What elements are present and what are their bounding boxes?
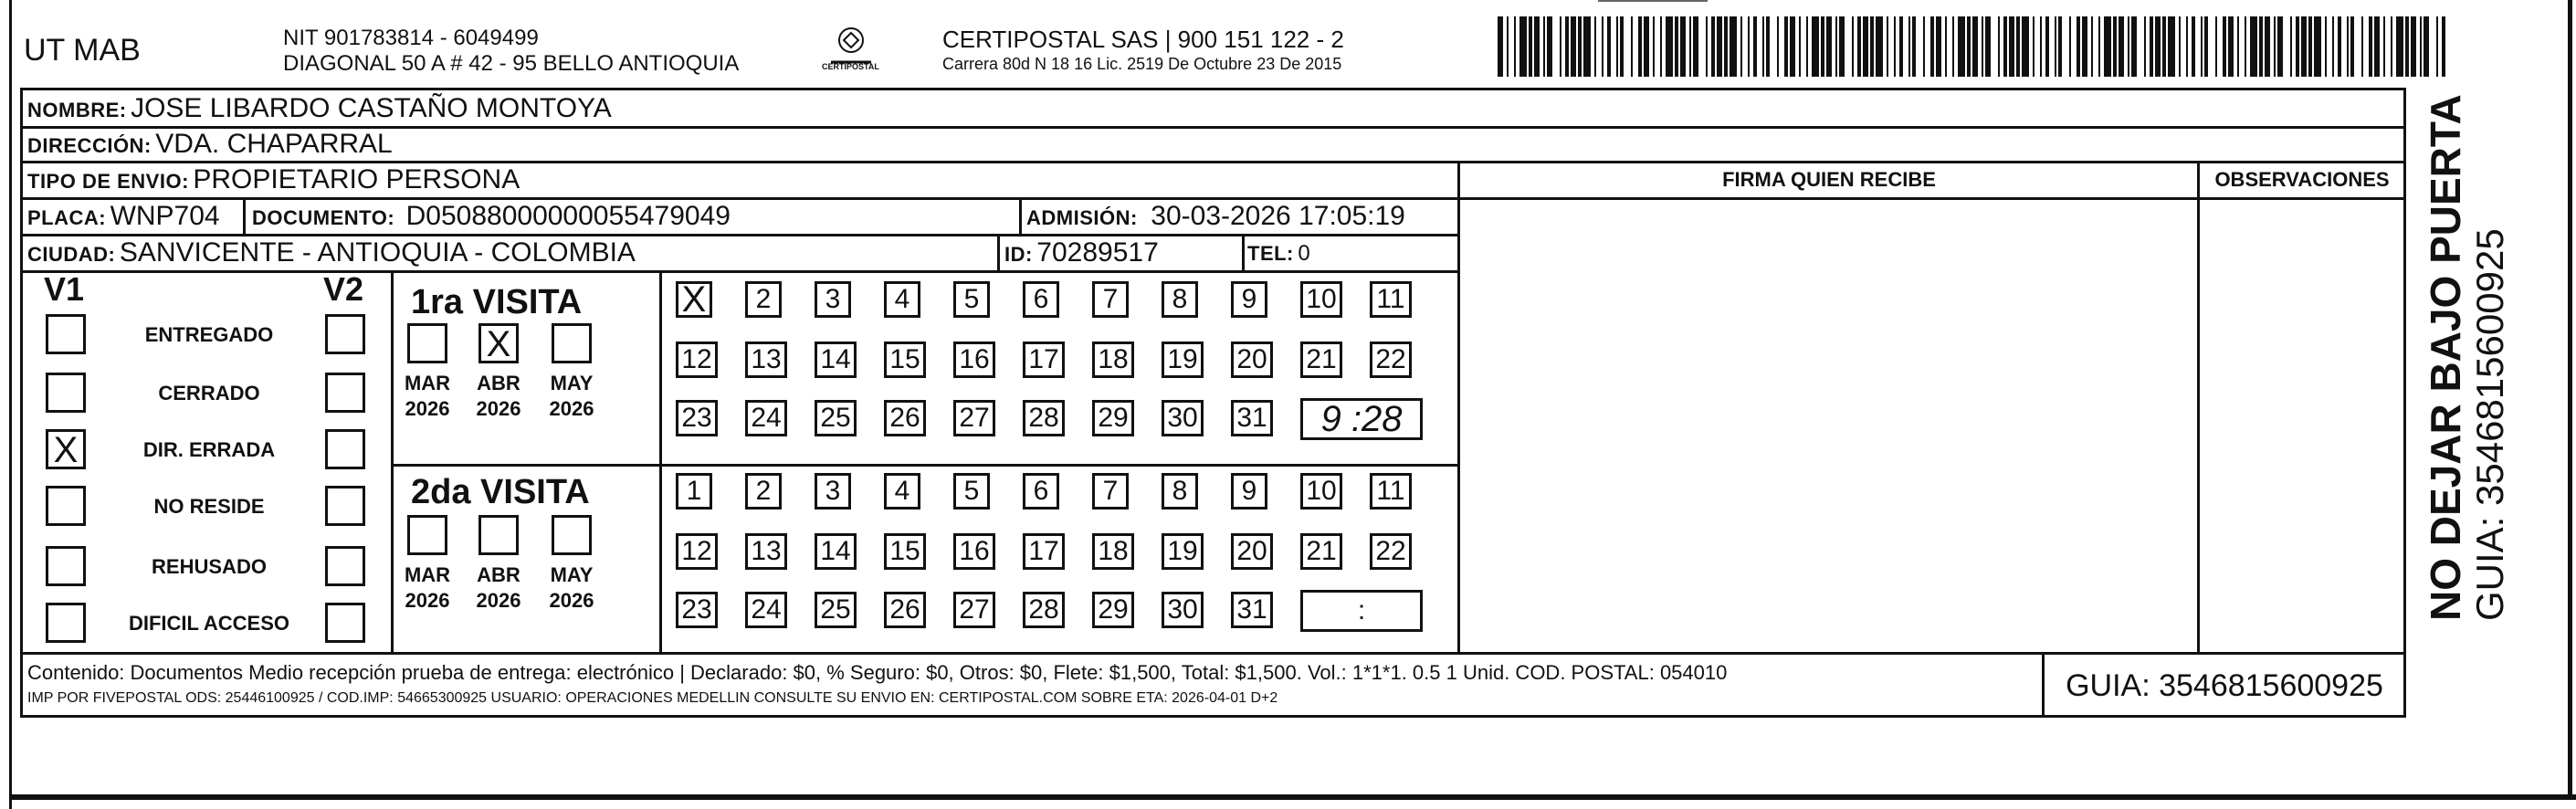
status-right-line <box>391 270 394 652</box>
visit2-day-box[interactable]: 20 <box>1231 533 1273 570</box>
visit1-day-box[interactable]: 16 <box>953 341 995 378</box>
footer-bottom-line <box>20 715 2406 718</box>
barcode-space <box>2354 16 2361 77</box>
admision-value: 30-03-2026 17:05:19 <box>1151 201 1405 231</box>
visit2-month-year: 2026 <box>476 589 521 612</box>
observaciones-left-line <box>2197 161 2200 654</box>
visit1-month-label: MAY <box>550 372 594 394</box>
visit2-day-box[interactable]: 14 <box>815 533 857 570</box>
visit2-month-label: MAR <box>404 563 451 586</box>
visit2-day-box[interactable]: 24 <box>745 592 787 628</box>
direccion-label: DIRECCIÓN: <box>27 134 152 157</box>
nombre-row <box>27 93 612 124</box>
barcode-space <box>2429 16 2436 77</box>
visit2-day-box[interactable]: 2 <box>745 473 782 510</box>
barcode-space <box>1916 16 1923 77</box>
barcode-space <box>1845 16 1852 77</box>
tipo-value: PROPIETARIO PERSONA <box>193 164 520 194</box>
nombre-value: JOSE LIBARDO CASTAÑO MONTOYA <box>131 93 612 123</box>
nit: NIT 901783814 - 6049499 <box>283 26 539 50</box>
visit1-month-year: 2026 <box>405 397 450 420</box>
visit2-month-label: MAY <box>550 563 594 586</box>
visit2-day-box[interactable]: 29 <box>1092 592 1134 628</box>
visit1-title: 1ra VISITA <box>411 283 583 321</box>
admision-row <box>1026 201 1405 232</box>
visit1-day-box[interactable]: 18 <box>1092 341 1134 378</box>
placa-divider <box>243 197 246 234</box>
sender-address: DIAGONAL 50 A # 42 - 95 BELLO ANTIOQUIA <box>283 51 740 76</box>
visit1-day-box[interactable]: 3 <box>815 281 851 318</box>
side-warning: NO DEJAR BAJO PUERTA <box>2422 94 2469 621</box>
visit1-day-box[interactable]: 10 <box>1300 281 1342 318</box>
barcode-space <box>1698 16 1706 77</box>
ciudad-value: SANVICENTE - ANTIOQUIA - COLOMBIA <box>119 237 636 268</box>
barcode-bar <box>2104 16 2111 77</box>
visit1-day-box[interactable]: 8 <box>1162 281 1198 318</box>
visit2-month-label: ABR <box>477 563 520 586</box>
visit1-day-box[interactable]: 13 <box>745 341 787 378</box>
status-label: ENTREGADO <box>144 323 274 346</box>
carrier-name: CERTIPOSTAL SAS | 900 151 122 - 2 <box>942 26 1344 53</box>
visit1-day-box[interactable]: 20 <box>1231 341 1273 378</box>
visit1-day-box[interactable]: 31 <box>1231 400 1273 436</box>
barcode-bar <box>1958 16 1965 77</box>
barcode-bar <box>1519 16 1527 77</box>
carrier-license: Carrera 80d N 18 16 Lic. 2519 De Octubre 23 De 2015 <box>942 55 1342 73</box>
visit2-day-box[interactable]: 22 <box>1370 533 1412 570</box>
visit2-day-box[interactable]: 12 <box>676 533 718 570</box>
visit1-month-label: MAR <box>404 372 451 394</box>
visit2-day-box[interactable]: 19 <box>1162 533 1204 570</box>
firma-left-line <box>1457 161 1460 654</box>
visit1-day-box[interactable]: 4 <box>884 281 920 318</box>
v2-checkbox[interactable] <box>325 314 365 354</box>
visit1-day-box[interactable]: 26 <box>884 400 926 436</box>
visit2-title: 2da VISITA <box>411 473 590 511</box>
v2-checkbox[interactable] <box>325 603 365 643</box>
visit2-day-box[interactable]: 9 <box>1231 473 1267 510</box>
ciudad-row <box>27 237 636 268</box>
v1-checkbox[interactable] <box>46 314 86 354</box>
tel-value: 0 <box>1298 241 1310 266</box>
barcode-space <box>1770 16 1777 77</box>
row-line-3 <box>20 197 1459 200</box>
visit2-month <box>471 562 526 614</box>
documento-row <box>252 201 731 232</box>
admision-divider <box>1019 197 1022 234</box>
ciudad-label: CIUDAD: <box>27 243 116 266</box>
side-text <box>2422 94 2511 621</box>
barcode-bar <box>2168 16 2175 77</box>
logo-text: CERTIPOSTAL <box>822 62 879 71</box>
v2-checkbox[interactable] <box>325 373 365 413</box>
id-row <box>1004 237 1159 268</box>
barcode-bar <box>1583 16 1591 77</box>
v1-checkbox[interactable] <box>46 546 86 586</box>
visit2-day-box[interactable]: 7 <box>1092 473 1129 510</box>
v2-checkbox[interactable] <box>325 546 365 586</box>
visit2-day-box[interactable]: 25 <box>815 592 857 628</box>
observaciones-header: OBSERVACIONES <box>2214 168 2390 191</box>
placa-row <box>27 201 220 232</box>
visit1-time-box[interactable]: 9 :28 <box>1300 398 1423 440</box>
footer-left-line <box>20 652 23 718</box>
barcode-bar <box>2396 16 2403 77</box>
visit2-month <box>544 562 599 614</box>
visit2-day-box[interactable]: 17 <box>1023 533 1065 570</box>
v2-label: V2 <box>323 270 364 308</box>
barcode-bar <box>2314 16 2321 77</box>
visit2-day-box[interactable]: 27 <box>953 592 995 628</box>
visit1-day-box[interactable]: 23 <box>676 400 718 436</box>
visit2-day-box[interactable]: 4 <box>884 473 920 510</box>
visit1-day-box[interactable]: 19 <box>1162 341 1204 378</box>
status-label: REHUSADO <box>152 555 267 578</box>
barcode <box>1498 16 2456 77</box>
barcode-space <box>1991 16 1998 77</box>
id-value: 70289517 <box>1036 237 1159 268</box>
table-top-line <box>20 88 2405 90</box>
barcode-space <box>2208 16 2215 77</box>
visit2-day-box[interactable]: 18 <box>1092 533 1134 570</box>
v1-label: V1 <box>44 270 85 308</box>
footer-contenido: Contenido: Documentos Medio recepción prueba de entrega: electrónico | Declarado: $0, % Seguro: $0, Otros: $0, Flete: $1,500, Total: $1,500. Vol.: 1*1*1. 0.5 1 Unid. COD. POSTAL: 054010 <box>27 661 1728 684</box>
tel-divider <box>1242 234 1245 270</box>
visit2-day-box[interactable]: 28 <box>1023 592 1065 628</box>
table-bottom-line <box>20 652 2406 655</box>
visit1-day-box[interactable]: 27 <box>953 400 995 436</box>
barcode-bar <box>1666 16 1673 77</box>
firma-header-line <box>1459 197 2405 200</box>
visit1-day-box[interactable]: 25 <box>815 400 857 436</box>
side-guia: GUIA: 3546815600925 <box>2468 228 2511 621</box>
visit1-day-box[interactable]: 22 <box>1370 341 1412 378</box>
visit1-month-checkbox[interactable] <box>407 323 447 363</box>
visit2-month-year: 2026 <box>549 589 594 612</box>
status-label: CERRADO <box>158 382 260 404</box>
visit1-day-box[interactable]: X <box>676 281 712 318</box>
visit1-month-checkbox[interactable] <box>552 323 592 363</box>
visit1-day-box[interactable]: 12 <box>676 341 718 378</box>
top-mark <box>1598 0 1708 2</box>
direccion-row <box>27 129 393 160</box>
visit-separator <box>391 464 1459 467</box>
visit1-day-box[interactable]: 11 <box>1370 281 1412 318</box>
visit2-day-box[interactable]: 1 <box>676 473 712 510</box>
table-right-line <box>2403 88 2406 718</box>
admision-label: ADMISIÓN: <box>1026 206 1138 229</box>
left-border <box>9 0 12 809</box>
company-name: UT MAB <box>24 33 141 68</box>
visit1-day-box[interactable]: 17 <box>1023 341 1065 378</box>
barcode-bar <box>1876 16 1883 77</box>
visit2-month-year: 2026 <box>405 589 450 612</box>
barcode-bar <box>2250 16 2257 77</box>
placa-label: PLACA: <box>27 206 107 229</box>
visit-months-right-line <box>659 270 662 652</box>
barcode-space <box>1624 16 1631 77</box>
row-line-5 <box>20 270 1459 273</box>
v1-checkbox[interactable] <box>46 603 86 643</box>
visit2-day-box[interactable]: 31 <box>1231 592 1273 628</box>
barcode-space <box>2062 16 2069 77</box>
visit2-day-box[interactable]: 26 <box>884 592 926 628</box>
check-mark: X <box>53 430 79 470</box>
nombre-label: NOMBRE: <box>27 99 127 121</box>
tel-row <box>1247 241 1310 267</box>
visit1-day-box[interactable]: 15 <box>884 341 926 378</box>
status-label: DIFICIL ACCESO <box>128 612 289 635</box>
visit1-month-label: ABR <box>477 372 520 394</box>
barcode-space <box>1552 16 1560 77</box>
row-line-2 <box>20 161 2405 163</box>
visit1-day-box[interactable]: 14 <box>815 341 857 378</box>
visit2-day-box[interactable]: 15 <box>884 533 926 570</box>
firma-header: FIRMA QUIEN RECIBE <box>1722 168 1936 191</box>
visit2-month-checkbox[interactable] <box>407 515 447 555</box>
visit2-day-box[interactable]: 5 <box>953 473 990 510</box>
visit2-time-box[interactable]: : <box>1300 590 1423 632</box>
tipo-label: TIPO DE ENVIO: <box>27 170 189 193</box>
visit1-month <box>400 371 455 422</box>
visit2-day-box[interactable]: 23 <box>676 592 718 628</box>
visit2-day-box[interactable]: 16 <box>953 533 995 570</box>
check-mark: X <box>486 324 511 364</box>
footer-imp: IMP POR FIVEPOSTAL ODS: 25446100925 / COD.IMP: 54665300925 USUARIO: OPERACIONES MEDELLIN CONSULTE SU ENVIO EN: CERTIPOSTAL.COM SOBRE ETA: 2026-04-01 D+2 <box>27 690 1278 706</box>
visit1-month <box>471 371 526 422</box>
visit2-day-box[interactable]: 13 <box>745 533 787 570</box>
right-border <box>2568 0 2572 800</box>
v1-checkbox[interactable] <box>46 429 86 469</box>
visit2-day-box[interactable]: 8 <box>1162 473 1198 510</box>
visit1-month <box>544 371 599 422</box>
visit1-day-box[interactable]: 30 <box>1162 400 1204 436</box>
placa-value: WNP704 <box>110 201 220 231</box>
visit1-day-box[interactable]: 6 <box>1023 281 1059 318</box>
barcode-bar <box>2022 16 2029 77</box>
visit1-day-box[interactable]: 5 <box>953 281 990 318</box>
tipo-row <box>27 164 520 195</box>
footer-guia-divider <box>2042 652 2045 718</box>
barcode-bar <box>1730 16 1737 77</box>
visit2-day-box[interactable]: 11 <box>1370 473 1412 510</box>
direccion-value: VDA. CHAPARRAL <box>155 129 393 159</box>
v1-checkbox[interactable] <box>46 486 86 526</box>
v1-checkbox[interactable] <box>46 373 86 413</box>
visit2-month-checkbox[interactable] <box>478 515 519 555</box>
documento-label: DOCUMENTO: <box>252 206 395 229</box>
visit2-day-box[interactable]: 6 <box>1023 473 1059 510</box>
visit2-day-box[interactable]: 3 <box>815 473 851 510</box>
barcode-space <box>2445 16 2447 77</box>
visit1-month-year: 2026 <box>549 397 594 420</box>
visit2-month-checkbox[interactable] <box>552 515 592 555</box>
status-label: NO RESIDE <box>153 495 265 518</box>
visit2-day-box[interactable]: 10 <box>1300 473 1342 510</box>
barcode-space <box>2283 16 2290 77</box>
visit1-day-box[interactable]: 24 <box>745 400 787 436</box>
visit1-day-box[interactable]: 28 <box>1023 400 1065 436</box>
v2-checkbox[interactable] <box>325 486 365 526</box>
tel-label: TEL: <box>1247 242 1294 265</box>
visit1-month-year: 2026 <box>476 397 521 420</box>
bottom-border <box>9 794 2576 800</box>
visit1-day-box[interactable]: 9 <box>1231 281 1267 318</box>
visit1-month-checkbox[interactable] <box>478 323 519 363</box>
id-label: ID: <box>1004 243 1033 266</box>
barcode-space <box>2137 16 2144 77</box>
visit1-day-box[interactable]: 2 <box>745 281 782 318</box>
barcode-bar <box>1812 16 1819 77</box>
table-left-line <box>20 88 23 652</box>
visit2-day-box[interactable]: 21 <box>1300 533 1342 570</box>
visit1-day-box[interactable]: 29 <box>1092 400 1134 436</box>
visit2-month <box>400 562 455 614</box>
status-label: DIR. ERRADA <box>142 438 276 461</box>
id-divider <box>997 234 1000 270</box>
documento-value: D05088000000055479049 <box>405 201 731 231</box>
footer-guia: GUIA: 3546815600925 <box>2066 668 2383 703</box>
visit2-day-box[interactable]: 30 <box>1162 592 1204 628</box>
v2-checkbox[interactable] <box>325 429 365 469</box>
visit1-day-box[interactable]: 21 <box>1300 341 1342 378</box>
visit1-day-box[interactable]: 7 <box>1092 281 1129 318</box>
